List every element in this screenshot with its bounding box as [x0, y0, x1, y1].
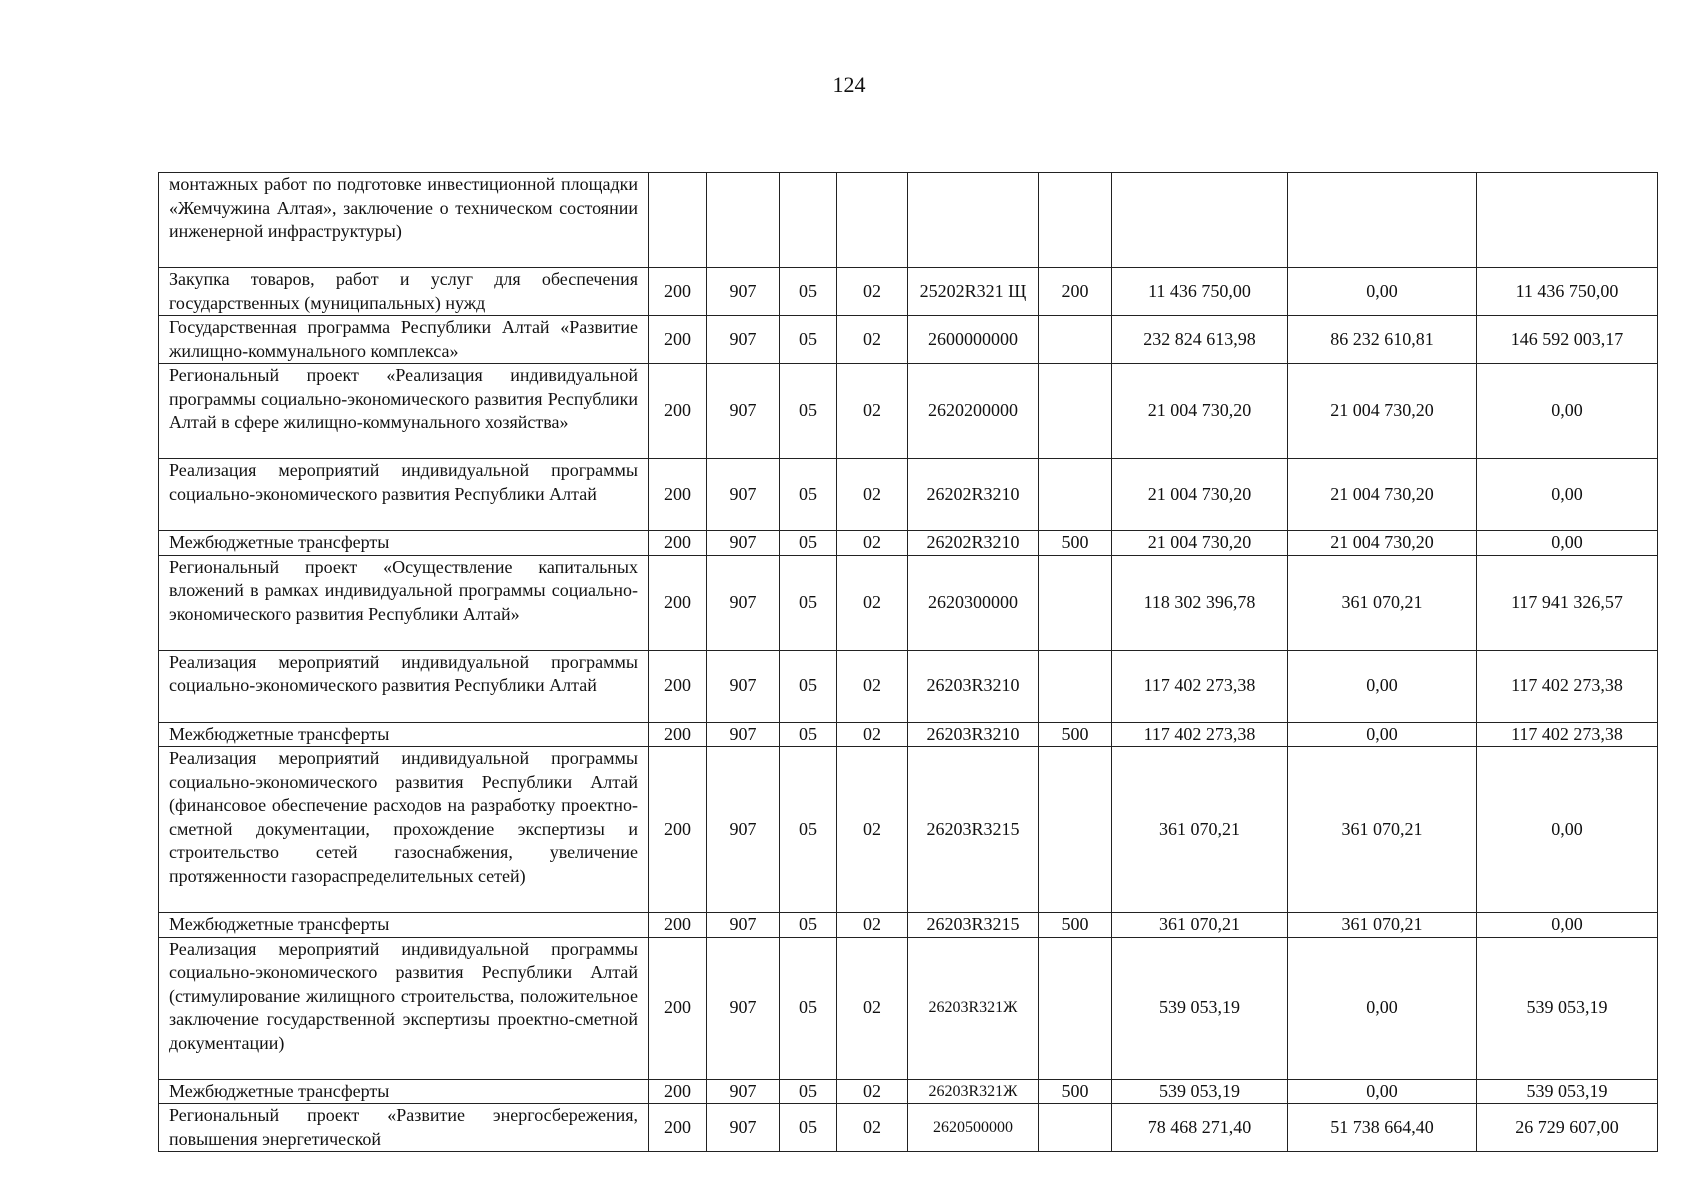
- row-description: Региональный проект «Осуществление капитальных вложений в рамках индивидуальной программы социально-экономического развития Республики Алтай»: [159, 555, 649, 650]
- cell-total: [1112, 173, 1288, 268]
- cell-amount-2: 117 941 326,57: [1477, 555, 1658, 650]
- row-description: Межбюджетные трансферты: [159, 722, 649, 747]
- cell-total: 11 436 750,00: [1112, 268, 1288, 316]
- cell-code-2: 907: [707, 913, 780, 938]
- table-row: [159, 1104, 1658, 1152]
- cell-amount-2: 11 436 750,00: [1477, 268, 1658, 316]
- table-row: [159, 173, 1658, 268]
- cell-target-code: 26203R3210: [908, 722, 1039, 747]
- cell-total: 118 302 396,78: [1112, 555, 1288, 650]
- cell-code-1: 200: [649, 913, 707, 938]
- cell-code-1: 200: [649, 531, 707, 556]
- cell-code-1: 200: [649, 268, 707, 316]
- cell-total: 117 402 273,38: [1112, 650, 1288, 722]
- cell-amount-1: 361 070,21: [1288, 913, 1477, 938]
- cell-target-code: 2620500000: [908, 1104, 1039, 1152]
- cell-code-2: 907: [707, 459, 780, 531]
- cell-amount-1: 361 070,21: [1288, 555, 1477, 650]
- cell-amount-2: 0,00: [1477, 364, 1658, 459]
- cell-amount-2: 0,00: [1477, 913, 1658, 938]
- cell-amount-2: [1477, 173, 1658, 268]
- cell-amount-2: 539 053,19: [1477, 937, 1658, 1079]
- cell-code-3: 05: [780, 316, 837, 364]
- cell-total: 117 402 273,38: [1112, 722, 1288, 747]
- cell-code-2: 907: [707, 1104, 780, 1152]
- table-row: [159, 937, 1658, 1079]
- cell-code-1: 200: [649, 459, 707, 531]
- cell-amount-2: 26 729 607,00: [1477, 1104, 1658, 1152]
- cell-amount-1: 0,00: [1288, 268, 1477, 316]
- row-description: Региональный проект «Реализация индивидуальной программы социально-экономического развития Республики Алтай в сфере жилищно-коммунального хозяйства»: [159, 364, 649, 459]
- cell-amount-1: [1288, 173, 1477, 268]
- cell-expense-type: [1039, 747, 1112, 913]
- cell-code-4: 02: [837, 316, 908, 364]
- cell-code-4: 02: [837, 459, 908, 531]
- cell-expense-type: [1039, 555, 1112, 650]
- budget-table: [158, 172, 1658, 1152]
- table-row: [159, 1079, 1658, 1104]
- cell-target-code: [908, 173, 1039, 268]
- cell-amount-1: 0,00: [1288, 937, 1477, 1079]
- cell-amount-1: 0,00: [1288, 1079, 1477, 1104]
- cell-expense-type: [1039, 937, 1112, 1079]
- table-row: [159, 531, 1658, 556]
- cell-total: 232 824 613,98: [1112, 316, 1288, 364]
- cell-code-3: [780, 173, 837, 268]
- cell-amount-1: 21 004 730,20: [1288, 459, 1477, 531]
- cell-code-3: 05: [780, 364, 837, 459]
- table-row: [159, 747, 1658, 913]
- cell-code-1: 200: [649, 650, 707, 722]
- table-row: [159, 555, 1658, 650]
- cell-expense-type: 500: [1039, 531, 1112, 556]
- cell-code-4: 02: [837, 747, 908, 913]
- cell-total: 21 004 730,20: [1112, 364, 1288, 459]
- table-row: [159, 459, 1658, 531]
- cell-amount-2: 0,00: [1477, 747, 1658, 913]
- cell-code-1: 200: [649, 1104, 707, 1152]
- cell-code-3: 05: [780, 268, 837, 316]
- table-row: [159, 268, 1658, 316]
- cell-code-3: 05: [780, 531, 837, 556]
- cell-expense-type: 200: [1039, 268, 1112, 316]
- table-row: [159, 650, 1658, 722]
- cell-target-code: 26203R3215: [908, 913, 1039, 938]
- cell-code-4: 02: [837, 913, 908, 938]
- cell-target-code: 26202R3210: [908, 459, 1039, 531]
- row-description: Государственная программа Республики Алтай «Развитие жилищно-коммунального комплекса»: [159, 316, 649, 364]
- cell-target-code: 2620200000: [908, 364, 1039, 459]
- cell-code-3: 05: [780, 1079, 837, 1104]
- cell-code-2: 907: [707, 937, 780, 1079]
- cell-amount-1: 0,00: [1288, 722, 1477, 747]
- cell-total: 539 053,19: [1112, 1079, 1288, 1104]
- cell-amount-2: 117 402 273,38: [1477, 722, 1658, 747]
- cell-target-code: 26203R321Ж: [908, 1079, 1039, 1104]
- cell-target-code: 26203R321Ж: [908, 937, 1039, 1079]
- cell-amount-2: 539 053,19: [1477, 1079, 1658, 1104]
- cell-code-2: 907: [707, 747, 780, 913]
- row-description: Межбюджетные трансферты: [159, 913, 649, 938]
- row-description: Реализация мероприятий индивидуальной программы социально-экономического развития Республики Алтай: [159, 459, 649, 531]
- cell-code-4: 02: [837, 722, 908, 747]
- cell-target-code: 2600000000: [908, 316, 1039, 364]
- cell-expense-type: [1039, 173, 1112, 268]
- cell-target-code: 2620300000: [908, 555, 1039, 650]
- cell-expense-type: [1039, 1104, 1112, 1152]
- cell-code-2: 907: [707, 1079, 780, 1104]
- cell-expense-type: [1039, 650, 1112, 722]
- cell-amount-2: 117 402 273,38: [1477, 650, 1658, 722]
- cell-code-1: 200: [649, 722, 707, 747]
- cell-code-4: 02: [837, 650, 908, 722]
- cell-code-3: 05: [780, 913, 837, 938]
- cell-amount-2: 146 592 003,17: [1477, 316, 1658, 364]
- cell-code-3: 05: [780, 459, 837, 531]
- cell-code-3: 05: [780, 937, 837, 1079]
- table-row: [159, 913, 1658, 938]
- cell-code-1: 200: [649, 937, 707, 1079]
- cell-total: 21 004 730,20: [1112, 459, 1288, 531]
- cell-total: 361 070,21: [1112, 913, 1288, 938]
- cell-amount-1: 21 004 730,20: [1288, 364, 1477, 459]
- cell-code-4: 02: [837, 531, 908, 556]
- page-number: 124: [832, 72, 866, 97]
- cell-code-4: 02: [837, 1104, 908, 1152]
- cell-amount-2: 0,00: [1477, 459, 1658, 531]
- cell-expense-type: [1039, 316, 1112, 364]
- cell-amount-1: 361 070,21: [1288, 747, 1477, 913]
- cell-target-code: 26203R3210: [908, 650, 1039, 722]
- cell-total: 361 070,21: [1112, 747, 1288, 913]
- cell-code-2: 907: [707, 650, 780, 722]
- cell-expense-type: 500: [1039, 1079, 1112, 1104]
- cell-code-1: [649, 173, 707, 268]
- cell-code-2: 907: [707, 531, 780, 556]
- cell-expense-type: [1039, 459, 1112, 531]
- table-row: [159, 364, 1658, 459]
- cell-code-2: [707, 173, 780, 268]
- cell-code-1: 200: [649, 316, 707, 364]
- cell-code-3: 05: [780, 747, 837, 913]
- cell-target-code: 26202R3210: [908, 531, 1039, 556]
- cell-code-4: [837, 173, 908, 268]
- cell-code-2: 907: [707, 268, 780, 316]
- row-description: Региональный проект «Развитие энергосбережения, повышения энергетической: [159, 1104, 649, 1152]
- cell-code-1: 200: [649, 747, 707, 913]
- cell-amount-1: 21 004 730,20: [1288, 531, 1477, 556]
- cell-amount-1: 86 232 610,81: [1288, 316, 1477, 364]
- cell-total: 539 053,19: [1112, 937, 1288, 1079]
- cell-code-1: 200: [649, 555, 707, 650]
- cell-code-3: 05: [780, 722, 837, 747]
- table-row: [159, 316, 1658, 364]
- cell-code-1: 200: [649, 364, 707, 459]
- row-description: Реализация мероприятий индивидуальной программы социально-экономического развития Республики Алтай (стимулирование жилищного строительства, положительное заключение государственной экспертизы проектно-сметной документации): [159, 937, 649, 1079]
- cell-code-2: 907: [707, 364, 780, 459]
- cell-code-3: 05: [780, 650, 837, 722]
- cell-target-code: 25202R321 Щ: [908, 268, 1039, 316]
- cell-code-4: 02: [837, 1079, 908, 1104]
- cell-expense-type: 500: [1039, 722, 1112, 747]
- cell-code-2: 907: [707, 555, 780, 650]
- cell-expense-type: [1039, 364, 1112, 459]
- row-description: Реализация мероприятий индивидуальной программы социально-экономического развития Республики Алтай (финансовое обеспечение расходов на разработку проектно-сметной документации, прохождение экспертизы и строительство сетей газоснабжения, увеличение протяженности газораспределительных сетей): [159, 747, 649, 913]
- cell-code-1: 200: [649, 1079, 707, 1104]
- row-description: монтажных работ по подготовке инвестиционной площадки «Жемчужина Алтая», заключение о техническом состоянии инженерной инфраструктуры): [159, 173, 649, 268]
- cell-code-4: 02: [837, 364, 908, 459]
- cell-code-4: 02: [837, 268, 908, 316]
- cell-code-4: 02: [837, 937, 908, 1079]
- cell-amount-1: 51 738 664,40: [1288, 1104, 1477, 1152]
- cell-code-2: 907: [707, 316, 780, 364]
- row-description: Межбюджетные трансферты: [159, 531, 649, 556]
- cell-code-3: 05: [780, 1104, 837, 1152]
- row-description: Межбюджетные трансферты: [159, 1079, 649, 1104]
- row-description: Закупка товаров, работ и услуг для обеспечения государственных (муниципальных) нужд: [159, 268, 649, 316]
- cell-code-4: 02: [837, 555, 908, 650]
- table-row: [159, 722, 1658, 747]
- cell-amount-2: 0,00: [1477, 531, 1658, 556]
- row-description: Реализация мероприятий индивидуальной программы социально-экономического развития Республики Алтай: [159, 650, 649, 722]
- cell-target-code: 26203R3215: [908, 747, 1039, 913]
- cell-total: 78 468 271,40: [1112, 1104, 1288, 1152]
- cell-total: 21 004 730,20: [1112, 531, 1288, 556]
- cell-amount-1: 0,00: [1288, 650, 1477, 722]
- cell-code-2: 907: [707, 722, 780, 747]
- cell-expense-type: 500: [1039, 913, 1112, 938]
- cell-code-3: 05: [780, 555, 837, 650]
